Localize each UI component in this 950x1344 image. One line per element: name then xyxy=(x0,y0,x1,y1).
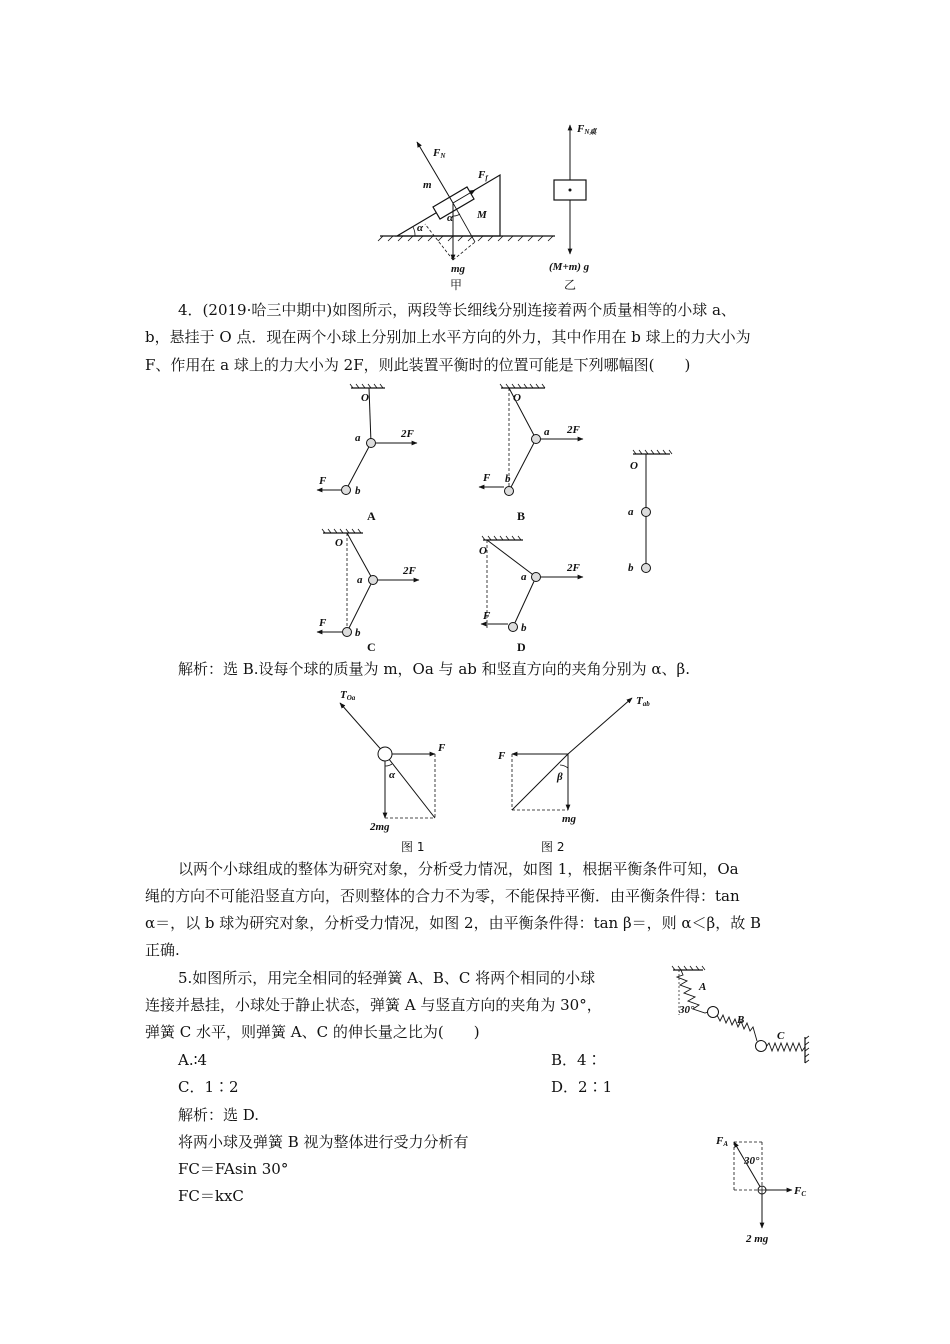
jia-caption: 甲 xyxy=(450,278,463,292)
q5-spring-A: A xyxy=(699,981,707,993)
fig1-caption: 图 1 xyxy=(401,840,425,854)
b-2F: 2F xyxy=(567,424,580,436)
extra-a: a xyxy=(628,506,634,518)
q4-option-c-figure xyxy=(305,530,435,640)
fig2-weight: mg xyxy=(562,813,577,825)
q5-option-d[interactable]: D．2∶1 xyxy=(551,1078,613,1096)
q5-analysis-line3: FC＝kxC xyxy=(178,1187,244,1205)
b-b: b xyxy=(505,473,511,485)
yi-fn-label: F xyxy=(577,123,585,135)
b-a: a xyxy=(544,426,550,438)
yi-fn-sub: N桌 xyxy=(584,128,597,136)
svg-text:FC xyxy=(793,1185,806,1198)
jia-fn-label: F xyxy=(433,147,441,159)
jia-mg-label: mg xyxy=(451,263,466,275)
extra-O: O xyxy=(630,460,638,472)
c-2F: 2F xyxy=(403,565,416,577)
q5-spring-angle: 30° xyxy=(679,1004,695,1016)
q5-fc-sub: C xyxy=(801,1190,807,1198)
c-F: F xyxy=(319,617,327,629)
q5-spring-B: B xyxy=(737,1014,745,1026)
jia-M-label: M xyxy=(477,209,487,221)
q4-para1: 以两个小球组成的整体为研究对象，分析受力情况，如图 1，根据平衡条件可知，Oa xyxy=(178,860,739,878)
jia-ff-label: F xyxy=(478,169,486,181)
fig2-T: T xyxy=(636,695,643,707)
d-2F: 2F xyxy=(567,562,580,574)
fig2-T-sub: ab xyxy=(642,700,650,708)
q4-para2: 绳的方向不可能沿竖直方向，否则整体的合力不为零，不能保持平衡．由平衡条件得：tan xyxy=(145,887,740,905)
c-b: b xyxy=(355,627,361,639)
svg-text:FN桌 xyxy=(576,123,597,136)
fig1-T: T xyxy=(340,689,347,701)
q4-option-a-label[interactable]: A xyxy=(367,509,376,523)
q4-option-c-label[interactable]: C xyxy=(367,640,376,654)
q5-line3: 弹簧 C 水平，则弹簧 A、C 的伸长量之比为( ) xyxy=(145,1023,480,1041)
d-O: O xyxy=(479,545,487,557)
q5-line2: 连接并悬挂，小球处于静止状态，弹簧 A 与竖直方向的夹角为 30°， xyxy=(145,996,602,1014)
q5-option-a[interactable]: A.∶4 xyxy=(178,1051,208,1069)
jia-fn-sub: N xyxy=(440,152,446,160)
q5-force-figure xyxy=(710,1128,820,1248)
svg-text:FA xyxy=(715,1135,728,1148)
q5-option-b[interactable]: B．4∶ xyxy=(551,1051,602,1069)
q4-option-d-figure xyxy=(475,530,605,640)
q4-line2: b，悬挂于 O 点．现在两个小球上分别加上水平方向的外力，其中作用在 b 球上的力大小为 xyxy=(145,328,751,346)
q5-analysis-line1: 将两小球及弹簧 B 视为整体进行受力分析有 xyxy=(178,1133,469,1151)
extra-b: b xyxy=(628,562,634,574)
fig2-F: F xyxy=(498,750,506,762)
jia-alpha2: α xyxy=(447,212,454,224)
q5-option-c[interactable]: C．1∶2 xyxy=(178,1078,239,1096)
q4-force-fig2 xyxy=(490,688,650,838)
fig1-alpha: α xyxy=(389,769,396,781)
c-O: O xyxy=(335,537,343,549)
b-F: F xyxy=(483,472,491,484)
q5-spring-figure xyxy=(665,965,815,1070)
q5-fc: F xyxy=(794,1185,802,1197)
q5-spring-C: C xyxy=(777,1030,785,1042)
jia-ff-sub: f xyxy=(485,174,488,182)
q4-line1: 4．(2019·哈三中期中)如图所示，两段等长细线分别连接着两个质量相等的小球 a、 xyxy=(178,301,736,319)
q4-analysis: 解析：选 B.设每个球的质量为 m，Oa 与 ab 和竖直方向的夹角分别为 α、β. xyxy=(178,660,690,678)
d-a: a xyxy=(521,571,527,583)
q4-option-a-figure xyxy=(305,385,435,505)
figure-yi xyxy=(545,120,625,280)
q4-line3: F、作用在 a 球上的力大小为 2F，则此装置平衡时的位置可能是下列哪幅图( ) xyxy=(145,356,691,374)
a-2F: 2F xyxy=(401,428,414,440)
q5-line1: 5.如图所示，用完全相同的轻弹簧 A、B、C 将两个相同的小球 xyxy=(178,969,596,987)
svg-text:Ff xyxy=(477,169,488,182)
d-b: b xyxy=(521,622,527,634)
q5-weight: 2 mg xyxy=(746,1233,769,1245)
q5-analysis: 解析：选 D. xyxy=(178,1106,260,1124)
fig1-weight: 2mg xyxy=(370,821,390,833)
jia-m-label: m xyxy=(423,179,432,191)
q4-option-b-figure xyxy=(475,385,605,505)
fig1-F: F xyxy=(438,742,446,754)
a-F: F xyxy=(319,475,327,487)
q4-para4: 正确. xyxy=(145,941,180,959)
svg-text:TOa xyxy=(340,689,356,702)
q4-para3: α＝，以 b 球为研究对象，分析受力情况，如图 2，由平衡条件得：tan β＝，则 α＜β，故 B xyxy=(145,914,762,932)
q4-option-b-label[interactable]: B xyxy=(517,509,526,523)
fig2-beta: β xyxy=(557,771,563,783)
yi-caption: 乙 xyxy=(564,278,577,292)
d-F: F xyxy=(483,610,491,622)
q5-fa-sub: A xyxy=(723,1140,729,1148)
q5-analysis-line2: FC＝FAsin 30° xyxy=(178,1160,289,1178)
yi-weight-label: (M+m) g xyxy=(549,261,590,273)
q5-force-angle: 30° xyxy=(744,1155,760,1167)
fig1-T-sub: Oa xyxy=(346,694,356,702)
q5-fa: F xyxy=(716,1135,724,1147)
svg-text:FN xyxy=(432,147,446,160)
jia-alpha1: α xyxy=(417,222,424,234)
b-O: O xyxy=(513,392,521,404)
q4-force-fig1 xyxy=(330,688,460,838)
q4-extra-figure xyxy=(620,450,680,575)
a-b: b xyxy=(355,485,361,497)
svg-text:Tab xyxy=(636,695,650,708)
a-a: a xyxy=(355,432,361,444)
c-a: a xyxy=(357,574,363,586)
a-O: O xyxy=(361,392,369,404)
fig2-caption: 图 2 xyxy=(541,840,565,854)
q4-option-d-label[interactable]: D xyxy=(517,640,526,654)
